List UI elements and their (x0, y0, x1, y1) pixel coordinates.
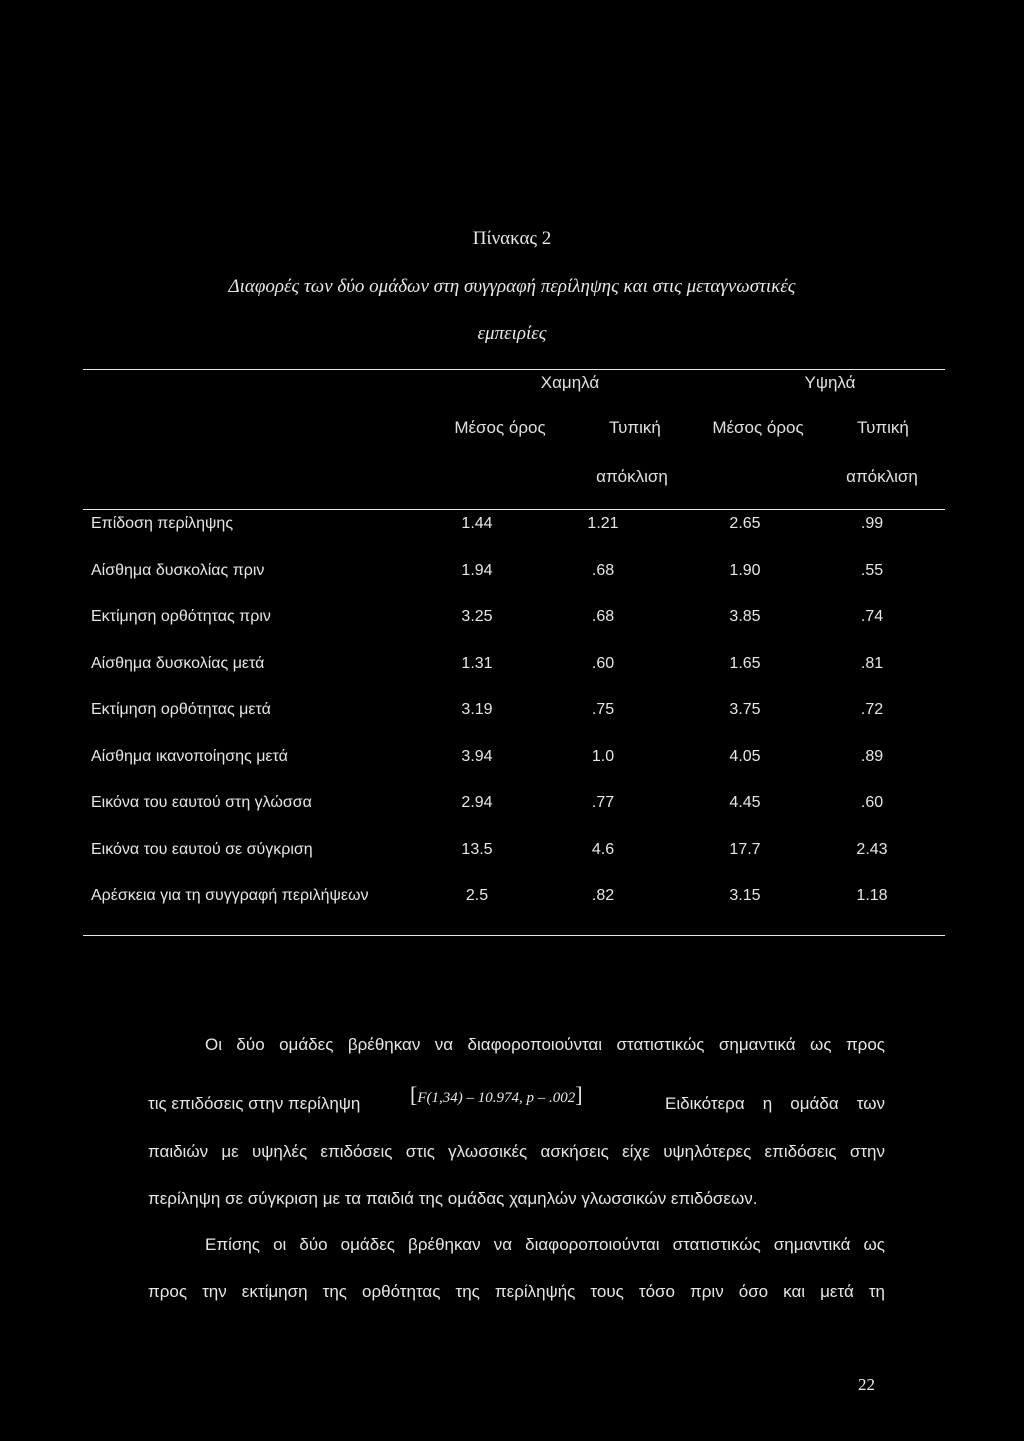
table-cell: .55 (860, 562, 884, 579)
table-row-label: Εικόνα του εαυτού στη γλώσσα (91, 794, 312, 811)
table-label: Πίνακας 2 (472, 228, 552, 249)
subheader-mean-high: Μέσος όρος (712, 418, 804, 437)
table-row-label: Εκτίμηση ορθότητας μετά (91, 701, 271, 718)
page-number: 22 (858, 1375, 875, 1394)
table-cell: .81 (860, 655, 884, 672)
subheader-sd-low: Τυπική (609, 418, 661, 437)
paragraph-1-line-1: Οι δύο ομάδες βρέθηκαν να διαφοροποιούνται στατιστικώς σημαντικά ως προς (205, 1035, 885, 1054)
table-cell: 1.44 (461, 515, 493, 532)
table-cell: 1.31 (461, 655, 493, 672)
table-cell: .72 (860, 701, 884, 718)
table-cell: .89 (860, 748, 884, 765)
table-cell: 2.43 (856, 841, 888, 858)
table-cell: 4.05 (729, 748, 761, 765)
subheader-sd-high-cont: απόκλιση (846, 467, 918, 486)
table-row-label: Αίσθημα δυσκολίας μετά (91, 655, 265, 672)
table-cell: 13.5 (461, 841, 493, 858)
table-cell: 3.75 (729, 701, 761, 718)
table-row-label: Αίσθημα δυσκολίας πριν (91, 562, 265, 579)
table-bottom-rule (83, 935, 945, 936)
table-cell: 1.65 (729, 655, 761, 672)
table-cell: 2.65 (729, 515, 761, 532)
table-cell: .99 (860, 515, 884, 532)
table-cell: 3.94 (461, 748, 493, 765)
table-cell: 2.5 (465, 887, 489, 904)
table-cell: 4.6 (591, 841, 615, 858)
table-cell: 1.0 (591, 748, 615, 765)
formula-text: F(1,34) – 10.974, p – .002 (417, 1090, 576, 1106)
table-cell: .68 (591, 562, 615, 579)
table-cell: 3.15 (729, 887, 761, 904)
table-cell: .82 (591, 887, 615, 904)
table-row-label: Αρέσκεια για τη συγγραφή περιλήψεων (91, 887, 369, 904)
table-cell: 3.85 (729, 608, 761, 625)
paragraph-1-line-2-end: Ειδικότερα η ομάδα των (665, 1094, 885, 1113)
table-cell: 1.18 (856, 887, 888, 904)
table-top-rule (83, 369, 945, 370)
table-cell: 4.45 (729, 794, 761, 811)
table-header-rule (83, 509, 945, 510)
table-cell: .68 (591, 608, 615, 625)
close-bracket: ] (575, 1082, 583, 1107)
table-cell: .75 (591, 701, 615, 718)
table-cell: .74 (860, 608, 884, 625)
paragraph-1-line-4: περίληψη σε σύγκριση με τα παιδιά της ομάδας χαμηλών γλωσσικών επιδόσεων. (148, 1189, 758, 1208)
paragraph-2-line-1: Επίσης οι δύο ομάδες βρέθηκαν να διαφοροποιούνται στατιστικώς σημαντικά ως (205, 1235, 885, 1254)
table-row-label: Εικόνα του εαυτού σε σύγκριση (91, 841, 313, 858)
table-row-label: Εκτίμηση ορθότητας πριν (91, 608, 271, 625)
table-cell: 1.94 (461, 562, 493, 579)
statistical-formula (410, 1082, 583, 1108)
table-cell: 17.7 (729, 841, 761, 858)
paragraph-1-line-3: παιδιών με υψηλές επιδόσεις στις γλωσσικές ασκήσεις είχε υψηλότερες επιδόσεις στην (148, 1142, 885, 1161)
table-cell: 1.21 (587, 515, 619, 532)
table-row-label: Αίσθημα ικανοποίησης μετά (91, 748, 288, 765)
paragraph-2-line-2: προς την εκτίμηση της ορθότητας της περίληψής τους τόσο πριν όσο και μετά τη (148, 1282, 885, 1301)
table-cell: .60 (860, 794, 884, 811)
table-cell: 3.25 (461, 608, 493, 625)
paragraph-1-line-2-start: τις επιδόσεις στην περίληψη (148, 1094, 361, 1113)
table-cell: .60 (591, 655, 615, 672)
group-header-high: Υψηλά (804, 373, 856, 392)
table-caption: Διαφορές των δύο ομάδων στη συγγραφή περίληψης και στις μεταγνωστικές (228, 276, 796, 297)
table-cell: 2.94 (461, 794, 493, 811)
table-caption-continued: εμπειρίες (477, 323, 547, 344)
subheader-mean-low: Μέσος όρος (454, 418, 546, 437)
table-cell: 1.90 (729, 562, 761, 579)
subheader-sd-low-cont: απόκλιση (596, 467, 668, 486)
table-cell: 3.19 (461, 701, 493, 718)
subheader-sd-high: Τυπική (857, 418, 909, 437)
table-row-label: Επίδοση περίληψης (91, 515, 234, 532)
open-bracket: [ (410, 1082, 418, 1107)
table-cell: .77 (591, 794, 615, 811)
group-header-low: Χαμηλά (540, 373, 600, 392)
